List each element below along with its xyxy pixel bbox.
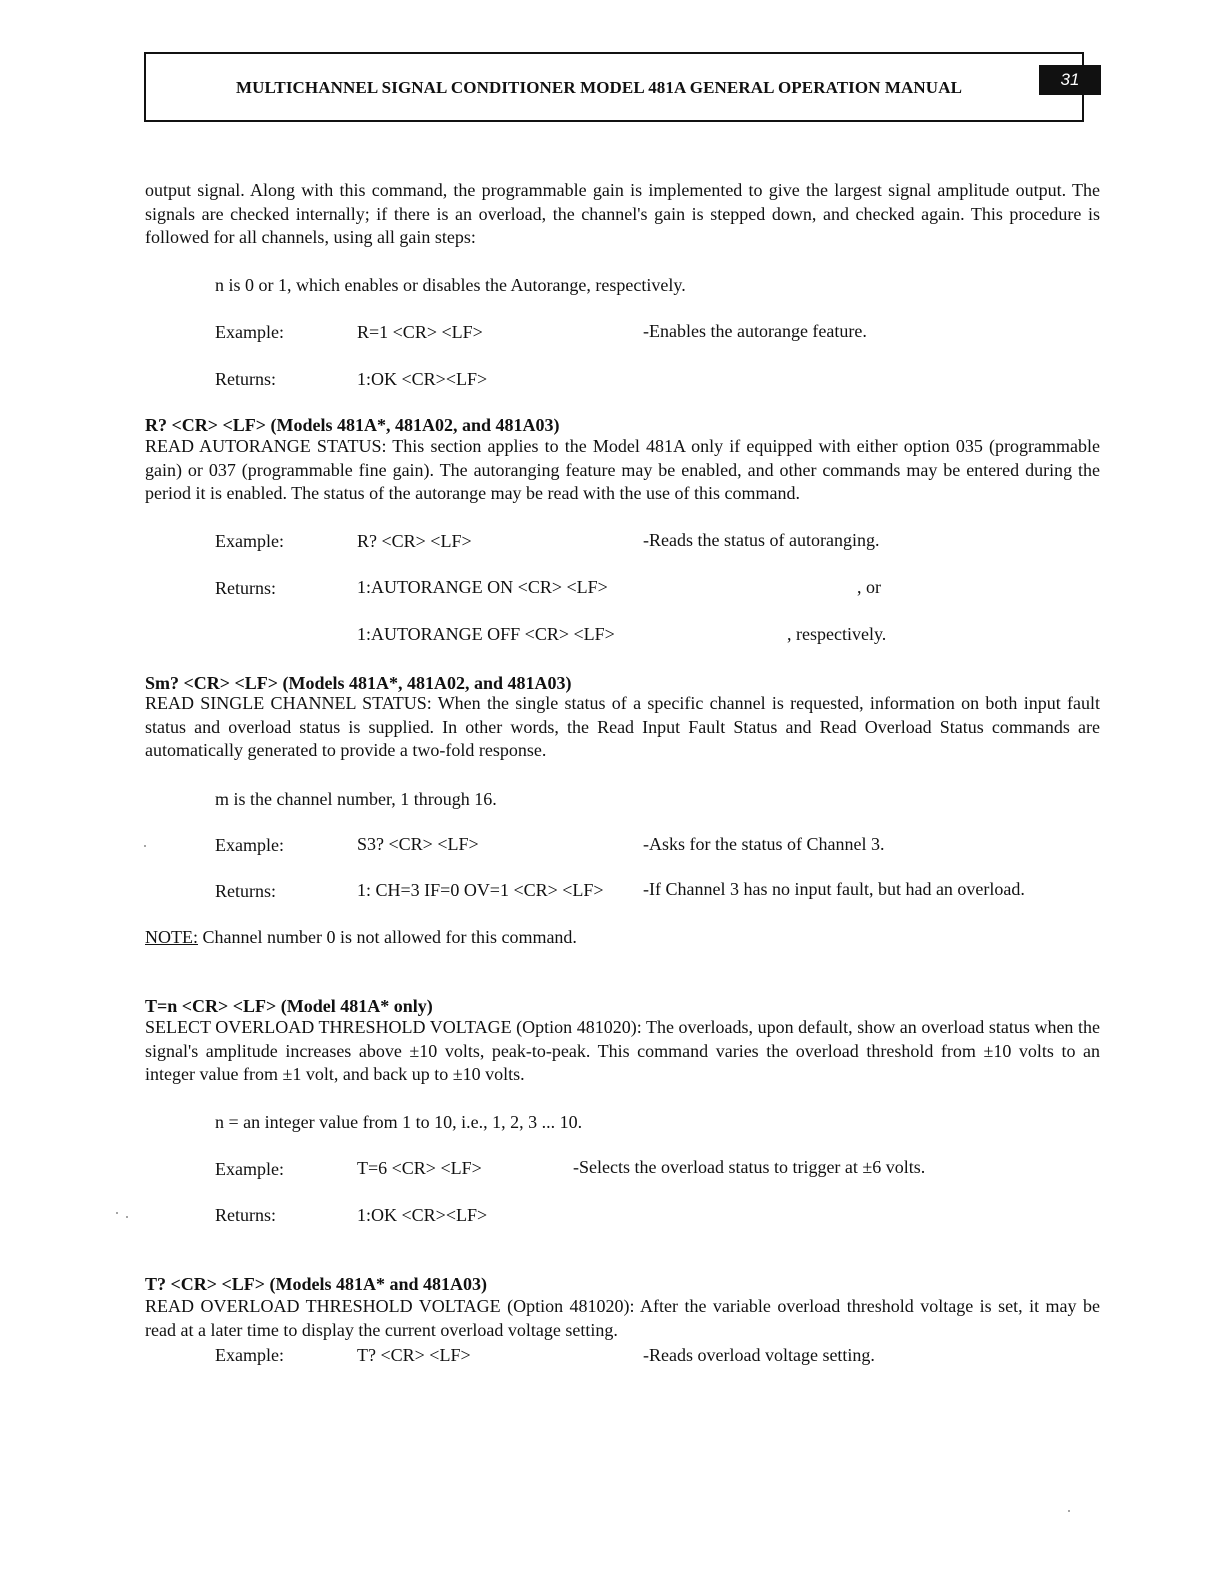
section-t-returns-value: 1:OK <CR><LF> xyxy=(357,1205,488,1225)
intro-example-command: R=1 <CR> <LF> xyxy=(357,322,483,342)
section-r-returns-label: Returns: xyxy=(215,578,276,598)
section-s-returns-value: 1: CH=3 IF=0 OV=1 <CR> <LF> xyxy=(357,880,604,900)
section-r-heading: R? <CR> <LF> (Models 481A*, 481A02, and 481A03) xyxy=(145,415,560,435)
section-s-note xyxy=(145,926,577,948)
note-label: NOTE: xyxy=(145,927,198,947)
note-text: Channel number 0 is not allowed for this command. xyxy=(198,927,577,947)
section-t-example-label: Example: xyxy=(215,1159,284,1179)
section-s-heading: Sm? <CR> <LF> (Models 481A*, 481A02, and 481A03) xyxy=(145,673,572,693)
section-r-returns-value2: 1:AUTORANGE OFF <CR> <LF> xyxy=(357,624,615,644)
page-number: 31 xyxy=(1039,65,1101,95)
intro-paragraph: output signal. Along with this command, the programmable gain is implemented to give the largest signal amplitude output. The signals are checked internally; if there is an overload, the channel's gain is stepped down, and checked again. This procedure is followed for all channels, using all gain steps: xyxy=(145,180,1100,247)
header-box xyxy=(144,52,1084,122)
section-r-returns-suffix1: , or xyxy=(857,577,881,597)
scan-speck xyxy=(126,1216,128,1218)
section-r-returns-suffix2: , respectively. xyxy=(787,624,887,644)
section-s-example-label: Example: xyxy=(215,835,284,855)
section-r-example-desc: -Reads the status of autoranging. xyxy=(643,530,880,550)
intro-returns-value: 1:OK <CR><LF> xyxy=(357,369,488,389)
section-t-example-desc: -Selects the overload status to trigger at ±6 volts. xyxy=(573,1157,926,1177)
section-r-example-command: R? <CR> <LF> xyxy=(357,531,472,551)
section-t-param: n = an integer value from 1 to 10, i.e., 1, 2, 3 ... 10. xyxy=(215,1112,583,1132)
section-tq-heading: T? <CR> <LF> (Models 481A* and 481A03) xyxy=(145,1274,488,1294)
section-s-example-command: S3? <CR> <LF> xyxy=(357,834,479,854)
header-title: MULTICHANNEL SIGNAL CONDITIONER MODEL 481A GENERAL OPERATION MANUAL xyxy=(236,78,963,97)
section-t-returns-label: Returns: xyxy=(215,1205,276,1225)
scan-speck xyxy=(144,845,146,847)
intro-param: n is 0 or 1, which enables or disables the Autorange, respectively. xyxy=(215,275,686,295)
section-s-paragraph: READ SINGLE CHANNEL STATUS: When the single status of a specific channel is requested, information on both input fault status and overload status is supplied. In other words, the Read Input Fault Status and Read Overload Status commands are automatically generated to provide a two-fold response. xyxy=(145,693,1100,760)
scan-speck xyxy=(1068,1510,1070,1512)
section-t-heading: T=n <CR> <LF> (Model 481A* only) xyxy=(145,996,433,1016)
intro-returns-label: Returns: xyxy=(215,369,276,389)
section-s-param: m is the channel number, 1 through 16. xyxy=(215,789,497,809)
intro-example-label: Example: xyxy=(215,322,284,342)
section-tq-example-desc: -Reads overload voltage setting. xyxy=(643,1345,875,1365)
section-tq-example-command: T? <CR> <LF> xyxy=(357,1345,471,1365)
section-t-example-command: T=6 <CR> <LF> xyxy=(357,1158,482,1178)
section-r-returns-value1: 1:AUTORANGE ON <CR> <LF> xyxy=(357,577,608,597)
section-s-example-desc: -Asks for the status of Channel 3. xyxy=(643,834,885,854)
section-s-returns-desc: -If Channel 3 has no input fault, but had an overload. xyxy=(643,879,1025,899)
scan-speck xyxy=(116,1212,118,1214)
section-s-returns-label: Returns: xyxy=(215,881,276,901)
section-tq-paragraph: READ OVERLOAD THRESHOLD VOLTAGE (Option 481020): After the variable overload threshold voltage is set, it may be read at a later time to display the current overload voltage setting. xyxy=(145,1296,1100,1340)
section-tq-example-label: Example: xyxy=(215,1345,284,1365)
intro-example-desc: -Enables the autorange feature. xyxy=(643,321,867,341)
section-r-paragraph: READ AUTORANGE STATUS: This section applies to the Model 481A only if equipped with either option 035 (programmable gain) or 037 (programmable fine gain). The autoranging feature may be enabled, and other commands may be entered during the period it is enabled. The status of the autorange may be read with the use of this command. xyxy=(145,436,1100,503)
section-r-example-label: Example: xyxy=(215,531,284,551)
section-t-paragraph: SELECT OVERLOAD THRESHOLD VOLTAGE (Option 481020): The overloads, upon default, show an overload status when the signal's amplitude increases above ±10 volts, peak-to-peak. This command varies the overload threshold from ±10 volts to an integer value from ±1 volt, and back up to ±10 volts. xyxy=(145,1017,1100,1084)
